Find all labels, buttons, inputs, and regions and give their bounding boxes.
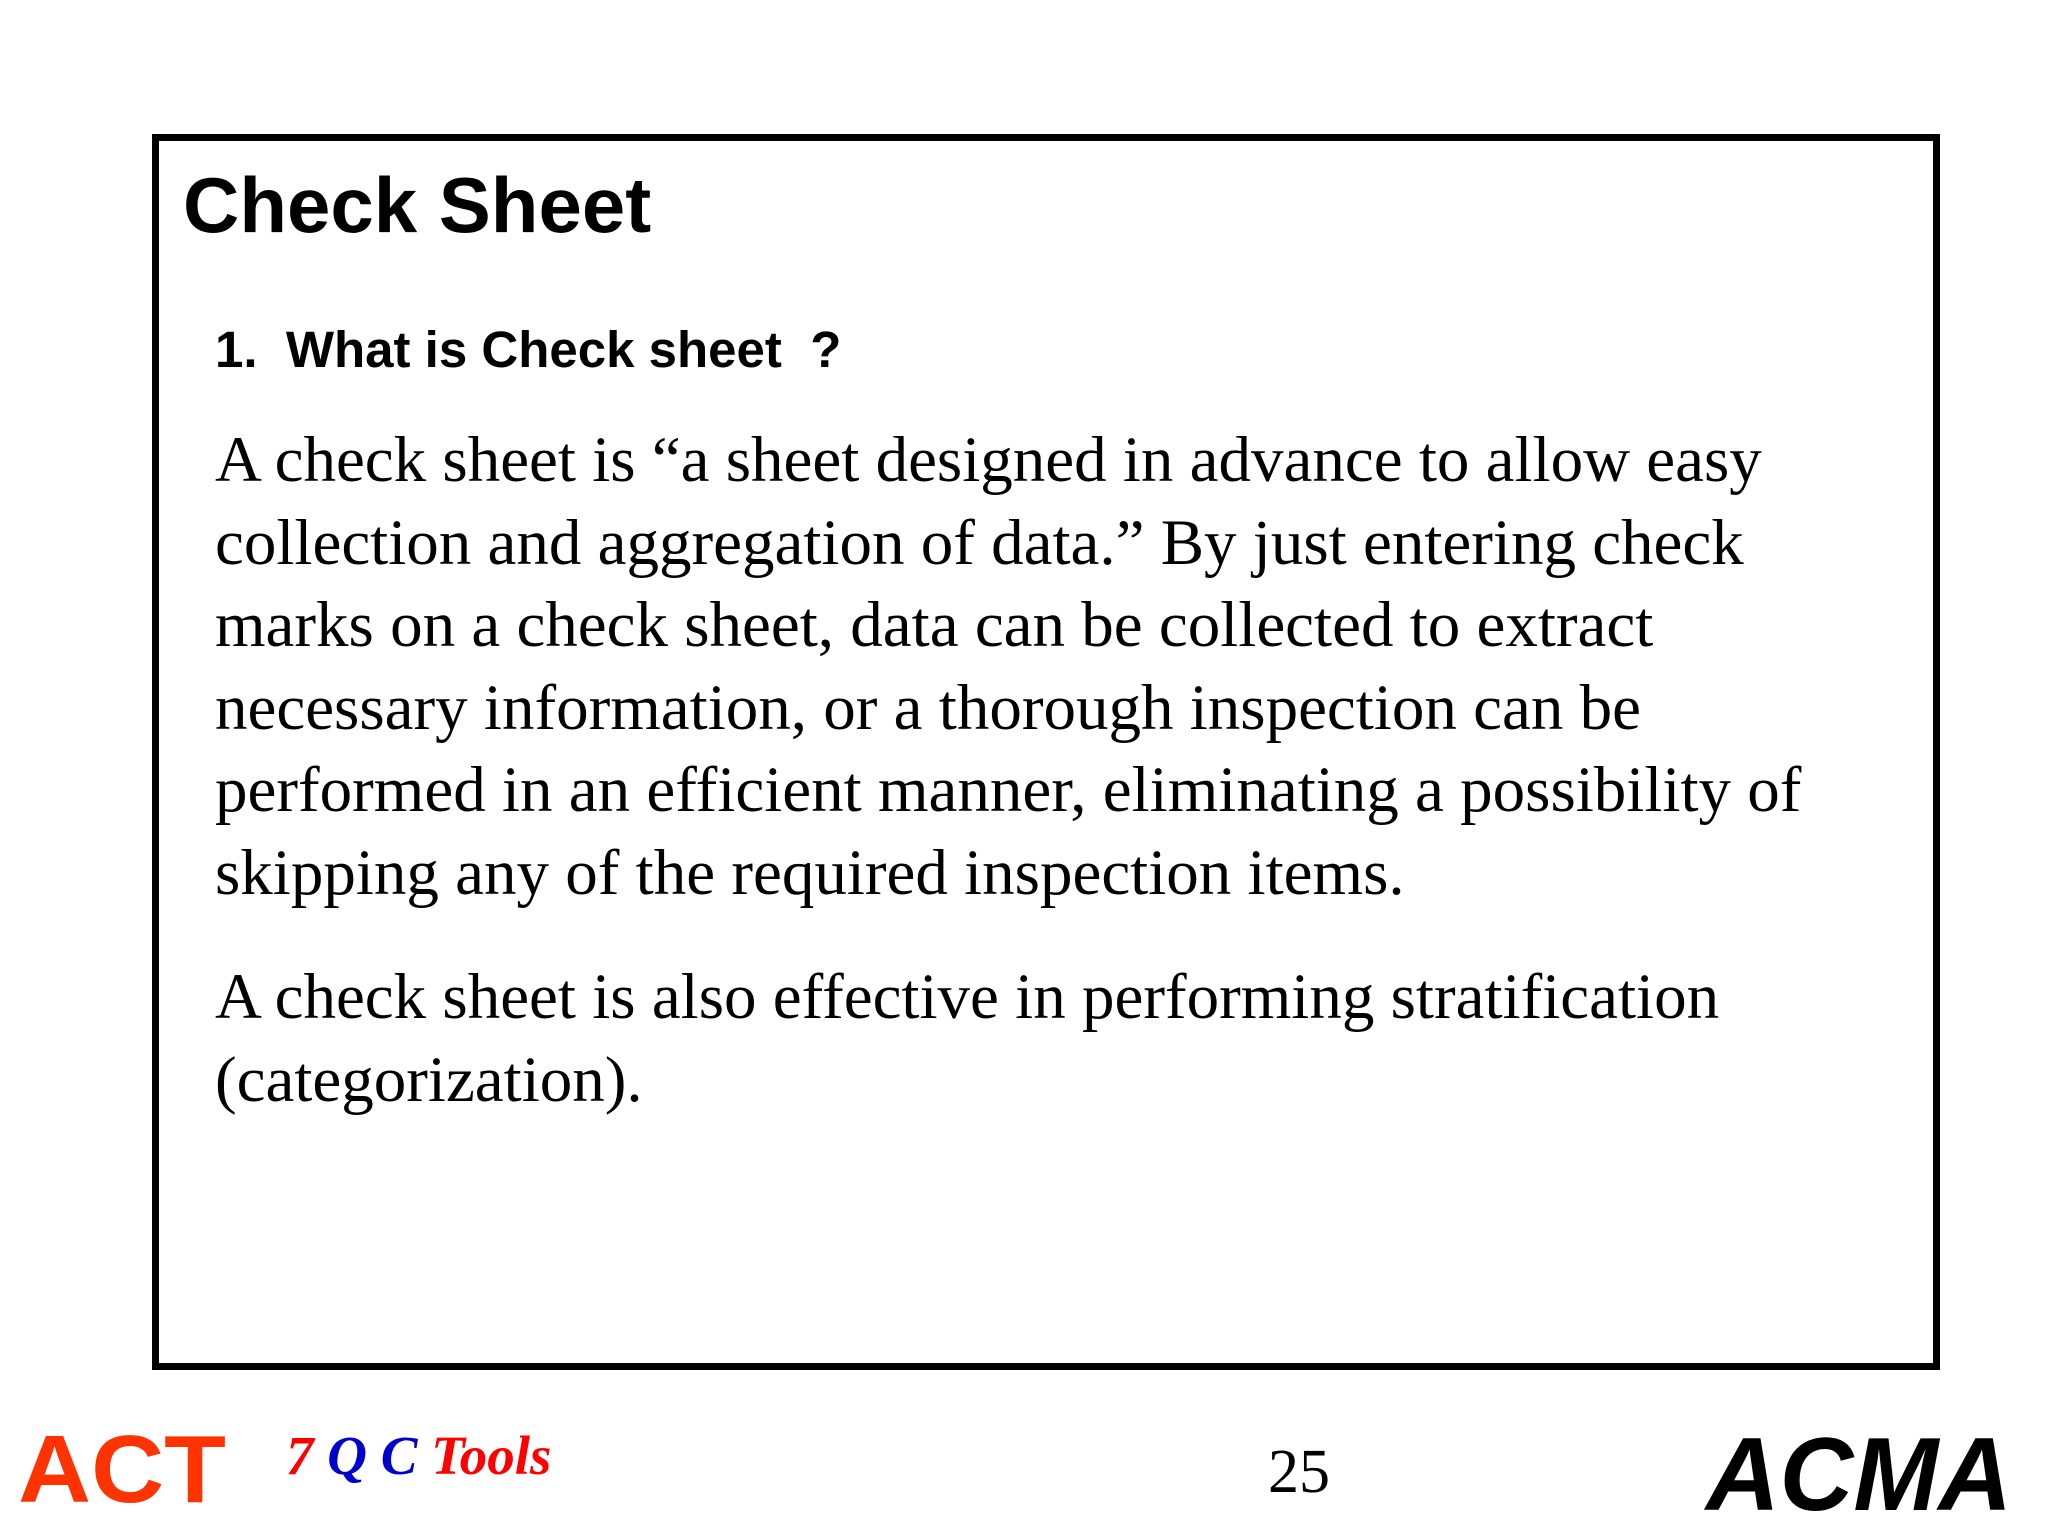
slide-footer — [0, 1370, 2048, 1536]
acma-logo-icon — [1700, 1422, 2020, 1518]
tools-title — [286, 1426, 551, 1487]
slide-title: Check Sheet — [183, 161, 652, 249]
tools-title-number: 7 — [286, 1425, 314, 1486]
tools-title-q: Q — [327, 1425, 367, 1486]
section-heading: 1. What is Check sheet ? — [215, 321, 842, 378]
stratification-paragraph: A check sheet is also effective in performing stratification (categorization). — [215, 961, 1720, 1116]
tools-title-c: C — [380, 1425, 418, 1486]
act-logo-icon — [18, 1426, 226, 1508]
tools-title-word: Tools — [431, 1425, 552, 1486]
content-box — [152, 134, 1940, 1370]
definition-paragraph: A check sheet is “a sheet designed in advance to allow easy collection and aggregation of data.” By just entering check marks on a check sheet, data can be collected to extract necessary information, or a thorough inspection can be performed in an efficient manner, eliminating a possibility of skipping any of the required inspection items. — [215, 424, 1802, 909]
acma-logo-text: ACMA — [1703, 1422, 2012, 1518]
page-number: 25 — [1268, 1438, 1330, 1506]
act-logo-text: ACT — [18, 1426, 226, 1508]
